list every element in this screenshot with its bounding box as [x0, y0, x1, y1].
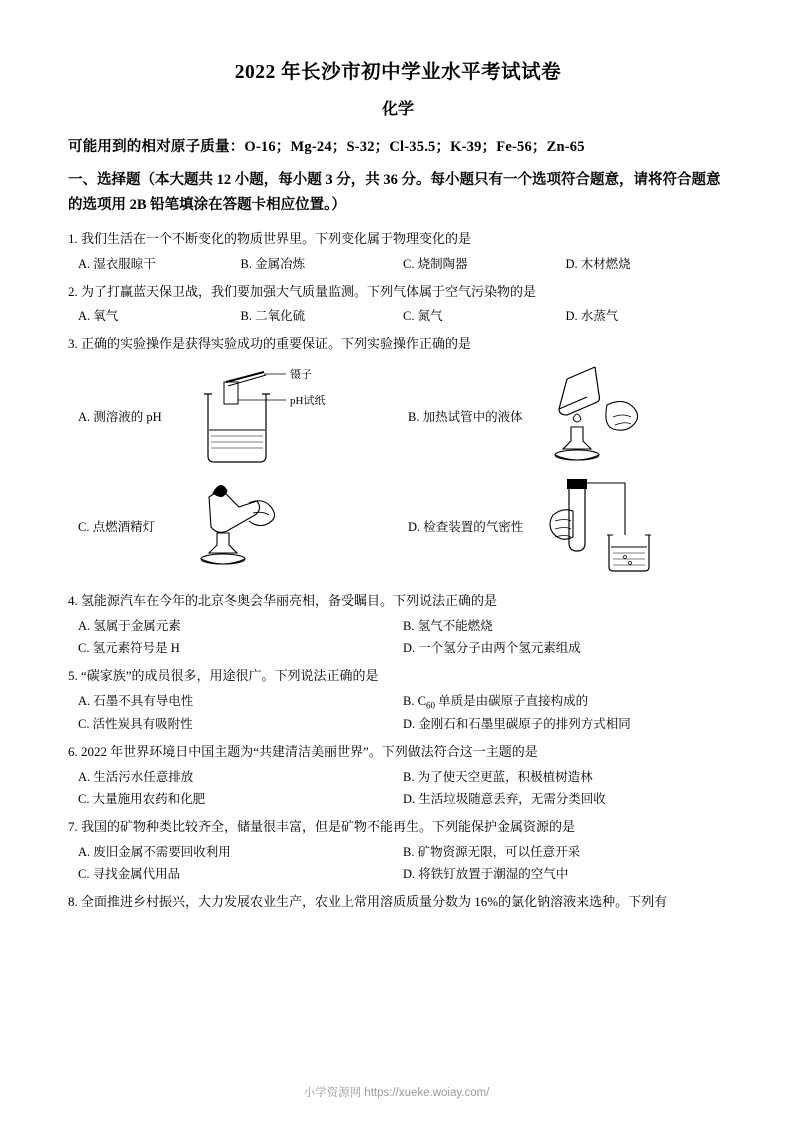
option-1-D[interactable]: D. 木材燃烧 [565, 256, 631, 271]
question-options-7-row1 [68, 842, 728, 860]
question-options-4-row1 [68, 616, 728, 634]
question-options-5-row2 [68, 714, 728, 732]
airtightness-check-icon [529, 471, 689, 581]
question-stem-6 [68, 742, 728, 763]
option-7-A[interactable]: A. 废旧金属不需要回收利用 [78, 844, 231, 859]
watermark: 小学资源网 https://xueke.woiay.com/ [303, 1087, 490, 1099]
option-6-C[interactable]: C. 大量施用农药和化肥 [78, 792, 206, 807]
question-text-8: 全面推进乡村振兴，大力发展农业生产，农业上常用溶质质量分数为 16%的氯化钠溶液来选种。下列有 [81, 893, 668, 909]
svg-text:镊子: 镊子 [289, 368, 312, 381]
option-2-A[interactable]: A. 氧气 [78, 309, 119, 324]
option-5-C[interactable]: C. 活性炭具有吸附性 [78, 717, 193, 732]
question-number-3: 3. [68, 336, 78, 352]
option-7-B[interactable]: B. 矿物资源无限，可以任意开采 [403, 844, 581, 859]
question-text-7: 我国的矿物种类比较齐全，储量很丰富，但是矿物不能再生。下列能保护金属资源的是 [81, 819, 576, 835]
option-7-D[interactable]: D. 将铁钉放置于潮湿的空气中 [403, 866, 569, 881]
section-one-heading: 一、选择题（本大题共 12 小题，每小题 3 分，共 36 分。每小题只有一个选项符合题意，请将符合题意的选项用 2B 铅笔填涂在答题卡相应位置。） [68, 172, 721, 214]
document-content [68, 56, 728, 917]
question-number-5: 5. [68, 667, 78, 683]
question-stem-3 [68, 334, 728, 355]
svg-text:pH试纸: pH试纸 [289, 394, 326, 407]
question-stem-1 [68, 229, 728, 250]
option-6-A[interactable]: A. 生活污水任意排放 [78, 770, 194, 785]
subject-title: 化学 [381, 101, 414, 118]
question-options-5-row1 [68, 691, 728, 711]
page-title: 2022 年长沙市初中学业水平考试试卷 [234, 62, 562, 83]
question-stem-7 [68, 817, 728, 838]
option-3-C-label: C. 点燃酒精灯 [78, 520, 156, 535]
heating-test-tube-hand-icon [529, 361, 679, 471]
question-number-1: 1. [68, 230, 78, 246]
question-3-figure-options [68, 361, 728, 581]
question-stem-4 [68, 591, 728, 612]
question-number-4: 4. [68, 593, 78, 609]
option-4-C[interactable]: C. 氢元素符号是 H [78, 640, 180, 655]
option-5-A[interactable]: A. 石墨不具有导电性 [78, 693, 194, 708]
option-3-D-label: D. 检查装置的气密性 [408, 520, 524, 535]
option-4-A[interactable]: A. 氢属于金属元素 [78, 618, 181, 633]
option-2-C[interactable]: C. 氮气 [403, 309, 443, 324]
question-options-7-row2 [68, 864, 728, 882]
option-3-B[interactable] [398, 361, 728, 471]
question-stem-5 [68, 666, 728, 687]
question-options-1 [68, 254, 728, 272]
lighting-alcohol-lamp-icon [161, 471, 311, 581]
option-5-B-formula: C [417, 693, 426, 708]
question-text-1: 我们生活在一个不断变化的物质世界里。下列变化属于物理变化的是 [81, 230, 472, 246]
option-3-C[interactable] [68, 471, 398, 581]
option-6-B[interactable]: B. 为了使天空更蓝，积极植树造林 [403, 770, 593, 785]
question-stem-2 [68, 282, 728, 303]
option-5-B[interactable]: B. $C_{60}$ 单质是由碳原子直接构成的 [403, 693, 589, 711]
atomic-mass-line: 可能用到的相对原子质量：O-16；Mg-24；S-32；Cl-35.5；K-39；Fe-56；Zn-65 [68, 139, 585, 155]
question-text-2: 为了打赢蓝天保卫战，我们要加强大气质量监测。下列气体属于空气污染物的是 [81, 283, 537, 299]
option-4-D[interactable]: D. 一个氢分子由两个氢元素组成 [403, 640, 581, 655]
question-number-2: 2. [68, 283, 78, 299]
option-5-D[interactable]: D. 金刚石和石墨里碳原子的排列方式相同 [403, 717, 631, 732]
option-2-D[interactable]: D. 水蒸气 [565, 309, 619, 324]
question-options-6-row2 [68, 789, 728, 807]
option-3-A-label: A. 测溶液的 pH [78, 410, 162, 425]
option-1-A[interactable]: A. 湿衣服晾干 [78, 256, 156, 271]
option-6-D[interactable]: D. 生活垃圾随意丢弃，无需分类回收 [403, 792, 606, 807]
question-text-6: 2022 年世界环境日中国主题为“共建清洁美丽世界”。下列做法符合这一主题的是 [81, 744, 538, 760]
question-options-2 [68, 306, 728, 324]
option-5-B-subscript: 60 [425, 700, 435, 711]
question-options-4-row2 [68, 638, 728, 656]
question-text-5: “碳家族”的成员很多，用途很广。下列说法正确的是 [81, 667, 379, 683]
option-7-C[interactable]: C. 寻找金属代用品 [78, 866, 181, 881]
question-options-6-row1 [68, 767, 728, 785]
question-number-6: 6. [68, 744, 78, 760]
beaker-ph-paper-tweezers-icon [168, 364, 358, 469]
question-number-8: 8. [68, 893, 78, 909]
question-number-7: 7. [68, 819, 78, 835]
question-text-4: 氢能源汽车在今年的北京冬奥会华丽亮相，备受瞩目。下列说法正确的是 [81, 593, 498, 609]
option-2-B[interactable]: B. 二氧化硫 [240, 309, 306, 324]
option-1-C[interactable]: C. 烧制陶器 [403, 256, 468, 271]
option-1-B[interactable]: B. 金属冶炼 [240, 256, 306, 271]
question-stem-8 [68, 892, 728, 913]
option-3-B-label: B. 加热试管中的液体 [408, 410, 523, 425]
option-5-B-rest: 单质是由碳原子直接构成的 [434, 693, 589, 708]
option-3-D[interactable] [398, 471, 728, 581]
question-text-3: 正确的实验操作是获得实验成功的重要保证。下列实验操作正确的是 [81, 336, 472, 352]
option-3-A[interactable] [68, 361, 398, 471]
option-4-B[interactable]: B. 氢气不能燃烧 [403, 618, 493, 633]
